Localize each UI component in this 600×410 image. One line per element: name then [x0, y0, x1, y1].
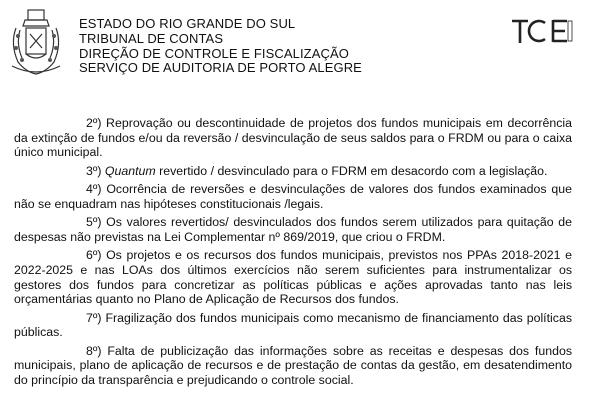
state-coat-of-arms-icon [8, 4, 64, 76]
header-line-state: ESTADO DO RIO GRANDE DO SUL [79, 16, 296, 31]
document-body [14, 116, 572, 387]
header-line-service: SERVIÇO DE AUDITORIA DE PORTO ALEGRE [79, 60, 362, 76]
header-line-directorate: DIREÇÃO DE CONTROLE E FISCALIZAÇÃO [79, 45, 349, 61]
paragraph-5: 5º) Os valores revertidos/ desvinculados dos fundos serem utilizados para quitação de despesas não previstas na Lei Complementar nº 869/2019, que criou o FRDM. [14, 215, 572, 244]
paragraph-3-rest: revertido / desvinculado para o FDRM em desacordo com a legislação. [155, 163, 548, 178]
paragraph-3 [14, 164, 572, 179]
paragraph-2: 2º) Reprovação ou descontinuidade de projetos dos fundos municipais em decorrência da extinção de fundos e/ou da reversão / desvinculação de seus saldos para o FRDM ou para o caixa único municipal. [14, 116, 572, 160]
document-header [0, 0, 600, 92]
paragraph-3-italic: Quantum [104, 163, 156, 178]
paragraph-3-prefix: 3º) [86, 163, 105, 178]
header-text-block [79, 17, 362, 76]
paragraph-7: 7º) Fragilização dos fundos municipais como mecanismo de financiamento das políticas públicas. [14, 310, 572, 340]
tce-logo-icon [511, 18, 573, 44]
header-line-tribunal: TRIBUNAL DE CONTAS [79, 30, 224, 46]
paragraph-8: 8º) Falta de publicização das informações sobre as receitas e despesas dos fundos municipais, plano de aplicação de recursos e de prestação de contas da gestão, em desatendimento do princípio da transparência e prejudicando o controle social. [14, 343, 572, 387]
paragraph-4: 4º) Ocorrência de reversões e desvinculações de valores dos fundos examinados que não se enquadram nas hipóteses constitucionais /legais. [14, 182, 572, 211]
paragraph-6: 6º) Os projetos e os recursos dos fundos municipais, previstos nos PPAs 2018-2021 e 2022-2025 e nas LOAs dos últimos exercícios não serem suficientes para instrumentalizar os gestores dos fundos para concretizar as políticas públicas e ações aprovadas tanto nas leis orçamentárias quanto no Plano de Aplicação de Recursos dos fundos. [14, 248, 572, 307]
